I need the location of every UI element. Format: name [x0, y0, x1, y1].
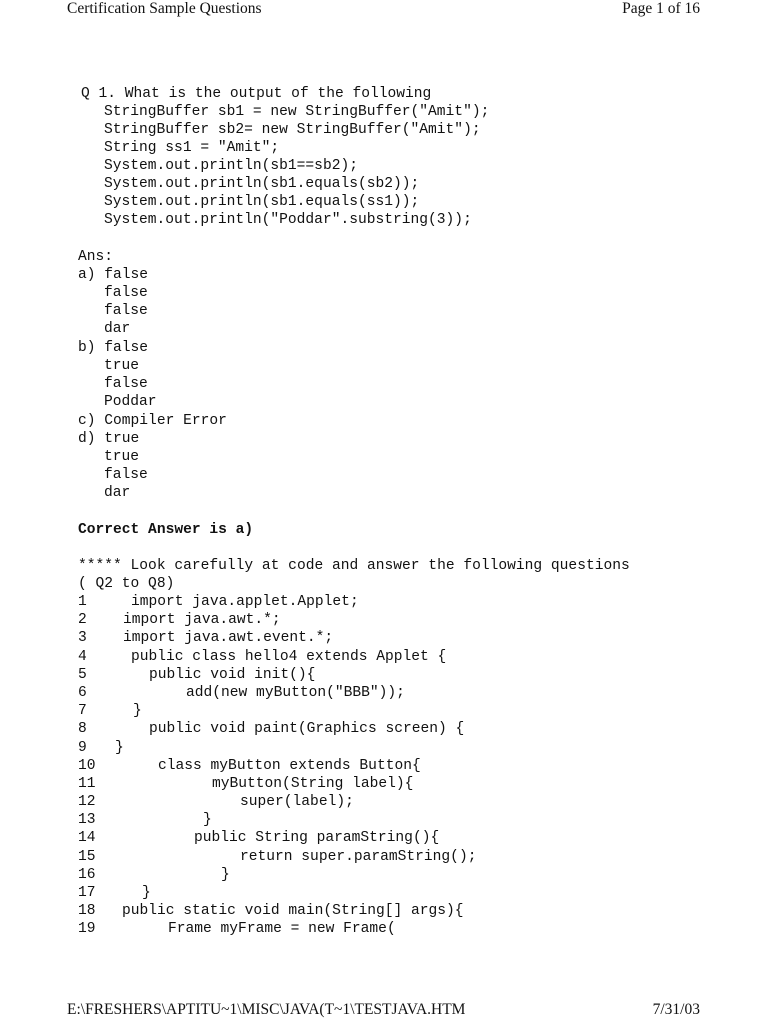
- option-line: true: [104, 358, 140, 374]
- code-line: }: [203, 812, 212, 828]
- line-number: 12: [78, 794, 96, 810]
- answer-label: Ans:: [78, 249, 114, 265]
- q1-code-line: System.out.println(sb1==sb2);: [104, 158, 358, 174]
- page-number: Page 1 of 16: [622, 0, 700, 17]
- option-line: Poddar: [104, 394, 157, 410]
- line-number: 2: [78, 612, 87, 628]
- code-line: import java.awt.event.*;: [123, 630, 334, 646]
- file-path: E:\FRESHERS\APTITU~1\MISC\JAVA(T~1\TESTJAVA.HTM: [67, 1001, 466, 1018]
- line-number: 7: [78, 703, 87, 719]
- line-number: 17: [78, 885, 96, 901]
- option-line: true: [104, 449, 140, 465]
- code-line: import java.applet.Applet;: [131, 594, 359, 610]
- line-number: 16: [78, 867, 96, 883]
- line-number: 18: [78, 903, 96, 919]
- option-c: c) Compiler Error: [78, 413, 227, 429]
- option-line: false: [104, 285, 148, 301]
- q1-code-line: System.out.println(sb1.equals(ss1));: [104, 194, 420, 210]
- line-number: 15: [78, 849, 96, 865]
- print-date: 7/31/03: [652, 1001, 700, 1018]
- line-number: 9: [78, 740, 87, 756]
- line-number: 6: [78, 685, 87, 701]
- code-line: public static void main(String[] args){: [122, 903, 464, 919]
- line-number: 14: [78, 830, 96, 846]
- option-line: false: [104, 467, 148, 483]
- line-number: 8: [78, 721, 87, 737]
- line-number: 11: [78, 776, 96, 792]
- code-line: Frame myFrame = new Frame(: [168, 921, 396, 937]
- q1-code-line: StringBuffer sb1 = new StringBuffer("Amit");: [104, 104, 490, 120]
- code-line: class myButton extends Button{: [158, 758, 421, 774]
- line-number: 3: [78, 630, 87, 646]
- option-line: dar: [104, 485, 131, 501]
- question-1-text: Q 1. What is the output of the following: [81, 86, 432, 102]
- correct-answer: Correct Answer is a): [78, 522, 254, 538]
- option-line: false: [104, 303, 148, 319]
- code-line: myButton(String label){: [212, 776, 414, 792]
- code-line: add(new myButton("BBB"));: [186, 685, 405, 701]
- code-line: super(label);: [240, 794, 354, 810]
- q1-code-line: System.out.println(sb1.equals(sb2));: [104, 176, 420, 192]
- code-line: return super.paramString();: [240, 849, 477, 865]
- code-line: public String paramString(){: [194, 830, 440, 846]
- line-number: 4: [78, 649, 87, 665]
- line-number: 5: [78, 667, 87, 683]
- option-line: dar: [104, 321, 131, 337]
- line-number: 13: [78, 812, 96, 828]
- code-line: public void paint(Graphics screen) {: [149, 721, 465, 737]
- q1-code-line: StringBuffer sb2= new StringBuffer("Amit");: [104, 122, 481, 138]
- code-line: }: [115, 740, 124, 756]
- code-line: }: [133, 703, 142, 719]
- code-line: }: [142, 885, 151, 901]
- section-intro-range: ( Q2 to Q8): [78, 576, 175, 592]
- line-number: 19: [78, 921, 96, 937]
- section-intro: ***** Look carefully at code and answer the following questions: [78, 558, 630, 574]
- code-line: public void init(){: [149, 667, 316, 683]
- q1-code-line: System.out.println("Poddar".substring(3));: [104, 212, 472, 228]
- option-b: b) false: [78, 340, 149, 356]
- q1-code-line: String ss1 = "Amit";: [104, 140, 280, 156]
- code-line: public class hello4 extends Applet {: [131, 649, 447, 665]
- option-d: d) true: [78, 431, 140, 447]
- option-line: false: [104, 376, 148, 392]
- option-a: a) false: [78, 267, 149, 283]
- code-line: import java.awt.*;: [123, 612, 281, 628]
- code-line: }: [221, 867, 230, 883]
- line-number: 10: [78, 758, 96, 774]
- line-number: 1: [78, 594, 87, 610]
- header-title: Certification Sample Questions: [67, 0, 262, 17]
